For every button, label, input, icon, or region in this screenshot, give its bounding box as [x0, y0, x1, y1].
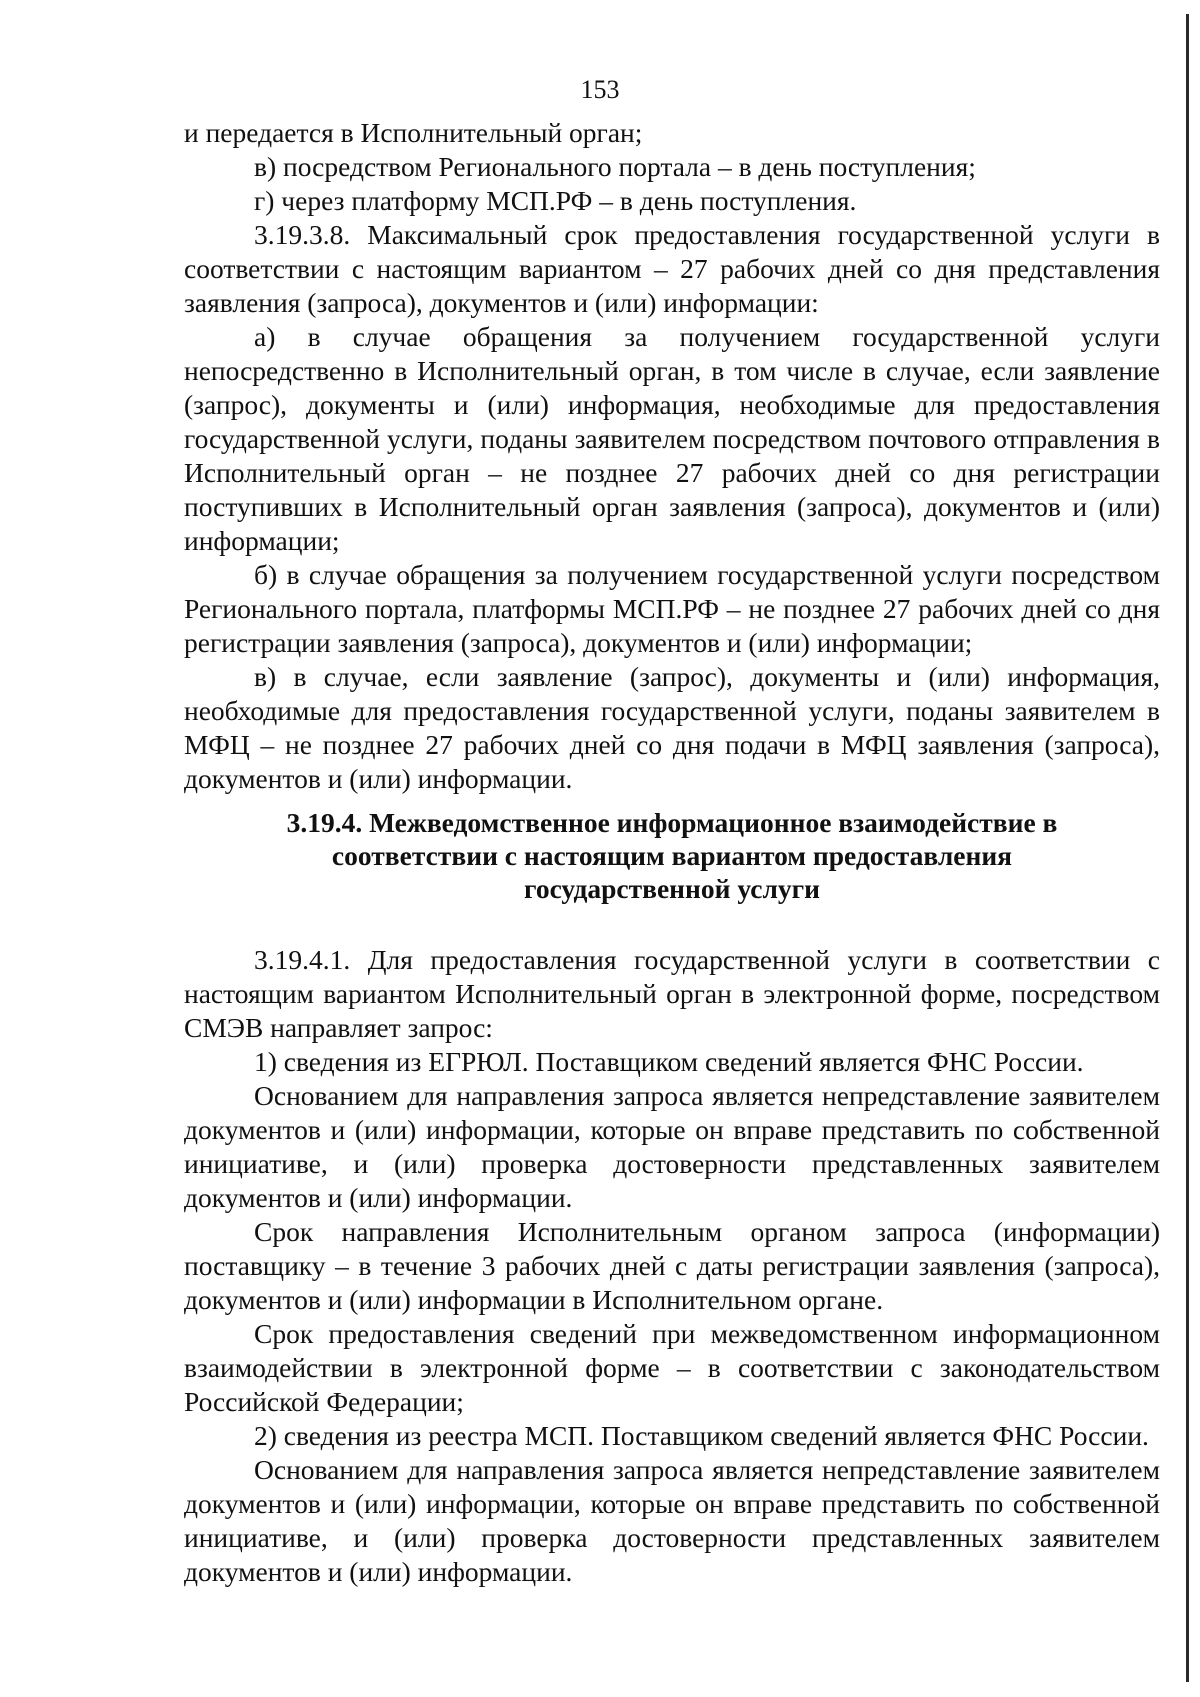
paragraph: в) посредством Регионального портала – в день поступления; — [254, 151, 976, 182]
paragraph: а) в случае обращения за получением государственной услуги непосредственно в Исполнительный орган, в том числе в случае, если заявление (запрос), документы и (или) информация, необходимые для предоставления государственной услуги, поданы заявителем посредством почтового отправления в Исполнительный орган – не позднее 27 рабочих дней со дня регистрации поступивших в Исполнительный орган заявления (запроса), документов и (или) информации; — [184, 321, 1160, 556]
paragraph: и передается в Исполнительный орган; — [184, 117, 643, 148]
section-heading-line-2: соответствии с настоящим вариантом предоставления — [331, 840, 1013, 871]
section-heading-line-1: 3.19.4. Межведомственное информационное взаимодействие в — [286, 807, 1058, 838]
section-heading — [254, 806, 1090, 905]
paragraph: 3.19.4.1. Для предоставления государственной услуги в соответствии с настоящим вариантом Исполнительный орган в электронной форме, посредством СМЭВ направляет запрос: — [184, 944, 1160, 1043]
paragraph: б) в случае обращения за получением государственной услуги посредством Регионального портала, платформы МСП.РФ – не позднее 27 рабочих дней со дня регистрации заявления (запроса), документов и (или) информации; — [184, 559, 1160, 658]
paragraph: Основанием для направления запроса является непредставление заявителем документов и (или) информации, которые он вправе представить по собственной инициативе, и (или) проверка достоверности представленных заявителем документов и (или) информации. — [184, 1454, 1160, 1587]
paragraph: Срок предоставления сведений при межведомственном информационном взаимодействии в электронной форме – в соответствии с законодательством Российской Федерации; — [184, 1318, 1160, 1417]
section-heading-line-3: государственной услуги — [524, 873, 820, 904]
document-body-top — [184, 116, 1160, 796]
paragraph: 3.19.3.8. Максимальный срок предоставления государственной услуги в соответствии с настоящим вариантом – 27 рабочих дней со дня представления заявления (запроса), документов и (или) информации: — [184, 219, 1160, 318]
paragraph: г) через платформу МСП.РФ – в день поступления. — [254, 185, 857, 216]
page-edge-line — [1186, 14, 1189, 1682]
document-body-bottom — [184, 943, 1160, 1589]
paragraph: 2) сведения из реестра МСП. Поставщиком сведений является ФНС России. — [254, 1420, 1149, 1451]
paragraph: Срок направления Исполнительным органом запроса (информации) поставщику – в течение 3 рабочих дней с даты регистрации заявления (запроса), документов и (или) информации в Исполнительном органе. — [184, 1216, 1160, 1315]
paragraph: 1) сведения из ЕГРЮЛ. Поставщиком сведений является ФНС России. — [254, 1046, 1084, 1077]
paragraph: в) в случае, если заявление (запрос), документы и (или) информация, необходимые для предоставления государственной услуги, поданы заявителем в МФЦ – не позднее 27 рабочих дней со дня подачи в МФЦ заявления (запроса), документов и (или) информации. — [184, 661, 1160, 794]
paragraph: Основанием для направления запроса является непредставление заявителем документов и (или) информации, которые он вправе представить по собственной инициативе, и (или) проверка достоверности представленных заявителем документов и (или) информации. — [184, 1080, 1160, 1213]
page-number: 153 — [580, 75, 620, 104]
